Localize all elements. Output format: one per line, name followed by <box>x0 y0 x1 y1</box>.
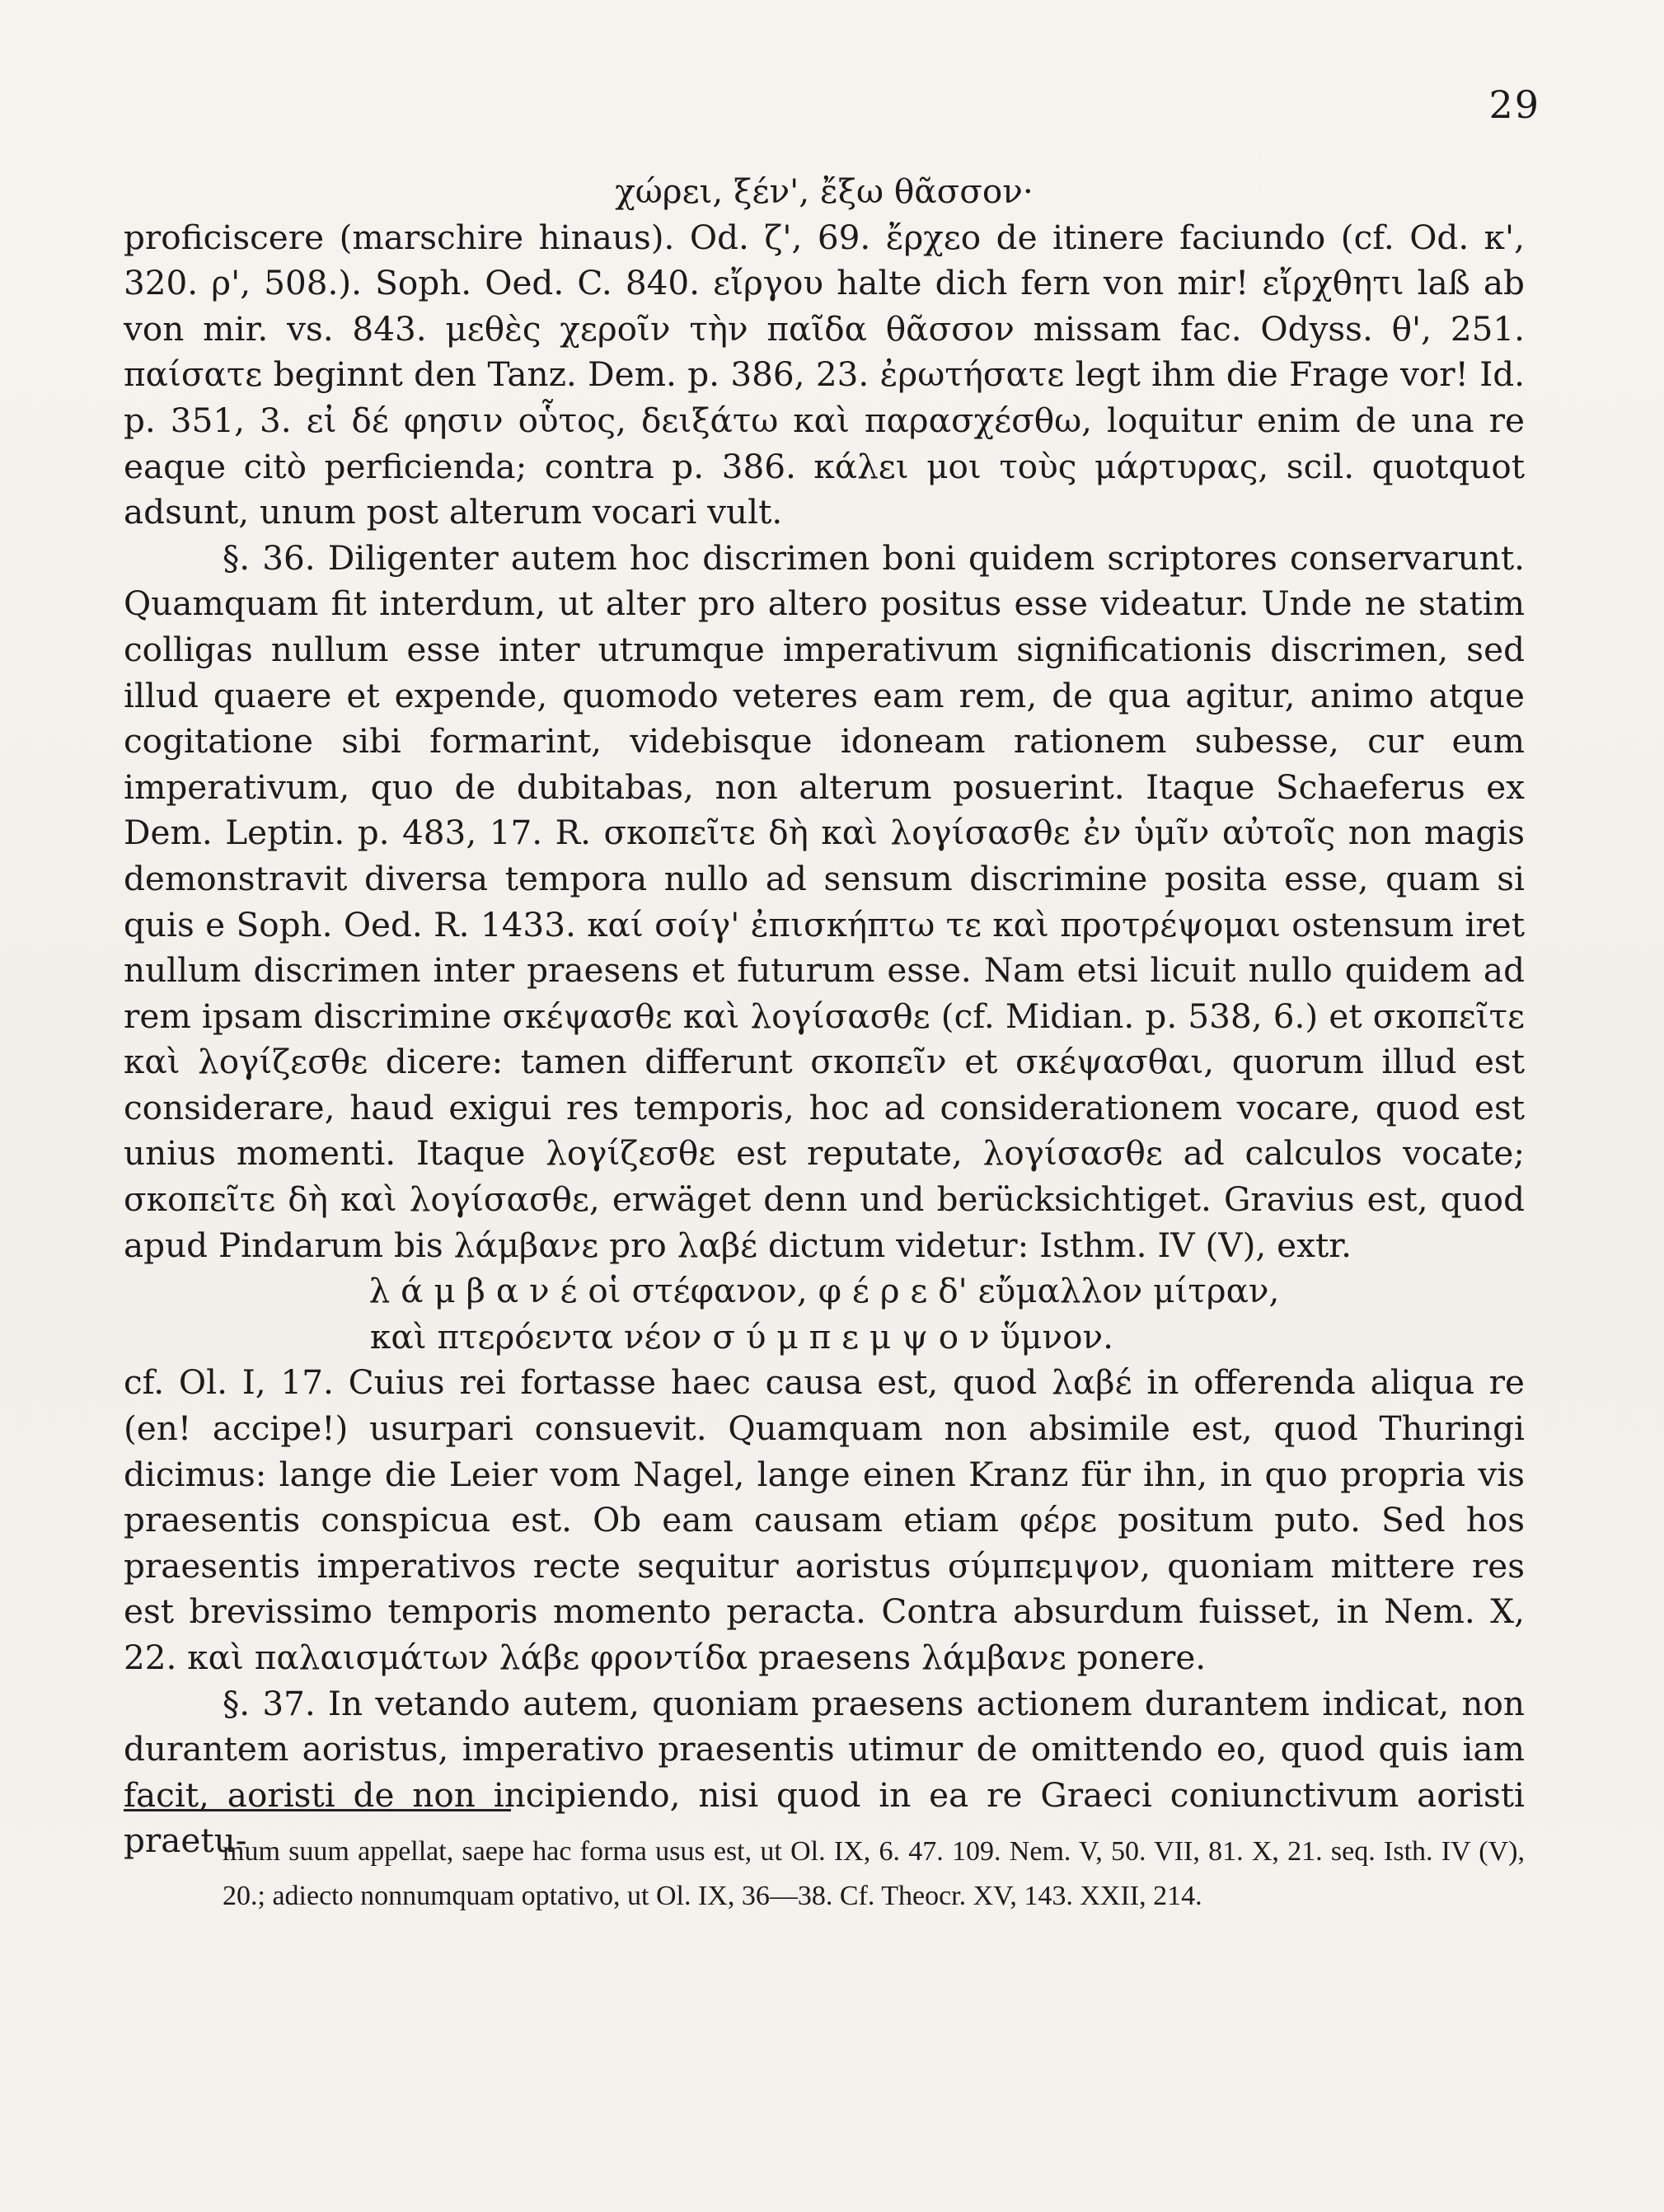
page-number: 29 <box>1488 82 1540 127</box>
verse-line-2: καὶ πτερόεντα νέον σ ύ μ π ε μ ψ ο ν ὕμνον. <box>370 1316 1113 1357</box>
paragraph-section-37: §. 37. In vetando autem, quoniam praesens actionem durantem indicat, non durantem aoristus, imperativo praesentis utimur de omittendo eo, quod quis iam facit, aoristi de non incipiendo, nisi quod in ea re Graeci coniunctivum aoristi praetu- <box>124 1683 1525 1861</box>
paragraph-2: cf. Ol. I, 17. Cuius rei fortasse haec causa est, quod λαβέ in offerenda aliqua re (en! accipe!) usurpari consuevit. Quamquam non absimile est, quod Thuringi dicimus: lange die Leier vom Nagel, lange einen Kranz für ihn, in quo propria vis praesentis conspicua est. Ob eam causam etiam φέρε positum puto. Sed hos praesentis imperativos recte sequitur aoristus σύμπεμψον, quoniam mittere res est brevissimo temporis momento peracta. Contra absurdum fuisset, in Nem. X, 22. καὶ παλαισμάτων λάβε φροντίδα praesens λάμβανε ponere. <box>124 1362 1525 1677</box>
footnote-text: mum suum appellat, saepe hac forma usus est, ut Ol. IX, 6. 47. 109. Nem. V, 50. VII, 81. X, 21. seq. Isth. IV (V), 20.; adiecto nonnumquam optativo, ut Ol. IX, 36—38. Cf. Theocr. XV, 143. XXII, 214. <box>223 1836 1525 1911</box>
verse-line-1: λ ά μ β α ν έ οἱ στέφανον, φ έ ρ ε δ' εὔμαλλον μίτραν, <box>368 1271 1280 1311</box>
footnote <box>223 1830 1525 1919</box>
paragraph-1: proficiscere (marschire hinaus). Od. ζ', 69. ἔρχεο de itinere faciundo (cf. Od. κ', 320. ρ', 508.). Soph. Oed. C. 840. εἴργου halte dich fern von mir! εἴρχθητι laß ab von mir. vs. 843. μεθὲς χεροῖν τὴν παῖδα θᾶσσον missam fac. Odyss. θ', 251. παίσατε beginnt den Tanz. Dem. p. 386, 23. ἐρωτήσατε legt ihm die Frage vor! Id. p. 351, 3. εἰ δέ φησιν οὗτος, δειξάτω καὶ παρασχέσθω, loquitur enim de una re eaque citò perficienda; contra p. 386. κάλει μοι τοὺς μάρτυρας, scil. quotquot adsunt, unum post alterum vocari vult. <box>124 217 1525 532</box>
main-text <box>124 169 1525 1864</box>
verse-quote-header: χώρει, ξέν', ἔξω θᾶσσον· <box>615 171 1034 211</box>
paragraph-section-36: §. 36. Diligenter autem hoc discrimen boni quidem scriptores conservarunt. Quamquam fit interdum, ut alter pro altero positus esse videatur. Unde ne statim colligas nullum esse inter utrumque imperativum significationis discrimen, sed illud quaere et expende, quomodo veteres eam rem, de qua agitur, animo atque cogitatione sibi formarint, videbisque idoneam rationem subesse, cur eum imperativum, quo de dubitabas, non alterum posuerint. Itaque Schaeferus ex Dem. Leptin. p. 483, 17. R. σκοπεῖτε δὴ καὶ λογίσασθε ἐν ὑμῖν αὐτοῖς non magis demonstravit diversa tempora nullo ad sensum discrimine posita esse, quam si quis e Soph. Oed. R. 1433. καί σοίγ' ἐπισκήπτω τε καὶ προτρέψομαι ostensum iret nullum discrimen inter praesens et futurum esse. Nam etsi licuit nullo quidem ad rem ipsam discrimine σκέψασθε καὶ λογίσασθε (cf. Midian. p. 538, 6.) et σκοπεῖτε καὶ λογίζεσθε dicere: tamen differunt σκοπεῖν et σκέψασθαι, quorum illud est considerare, haud exigui res temporis, hoc ad considerationem vocare, quod est unius momenti. Itaque λογίζεσθε est reputate, λογίσασθε ad calculos vocate; σκοπεῖτε δὴ καὶ λογίσασθε, erwäget denn und berücksichtiget. Gravius est, quod apud Pindarum bis λάμβανε pro λαβέ dictum videtur: Isthm. IV (V), extr. <box>124 537 1525 1265</box>
footnote-divider <box>124 1809 511 1811</box>
